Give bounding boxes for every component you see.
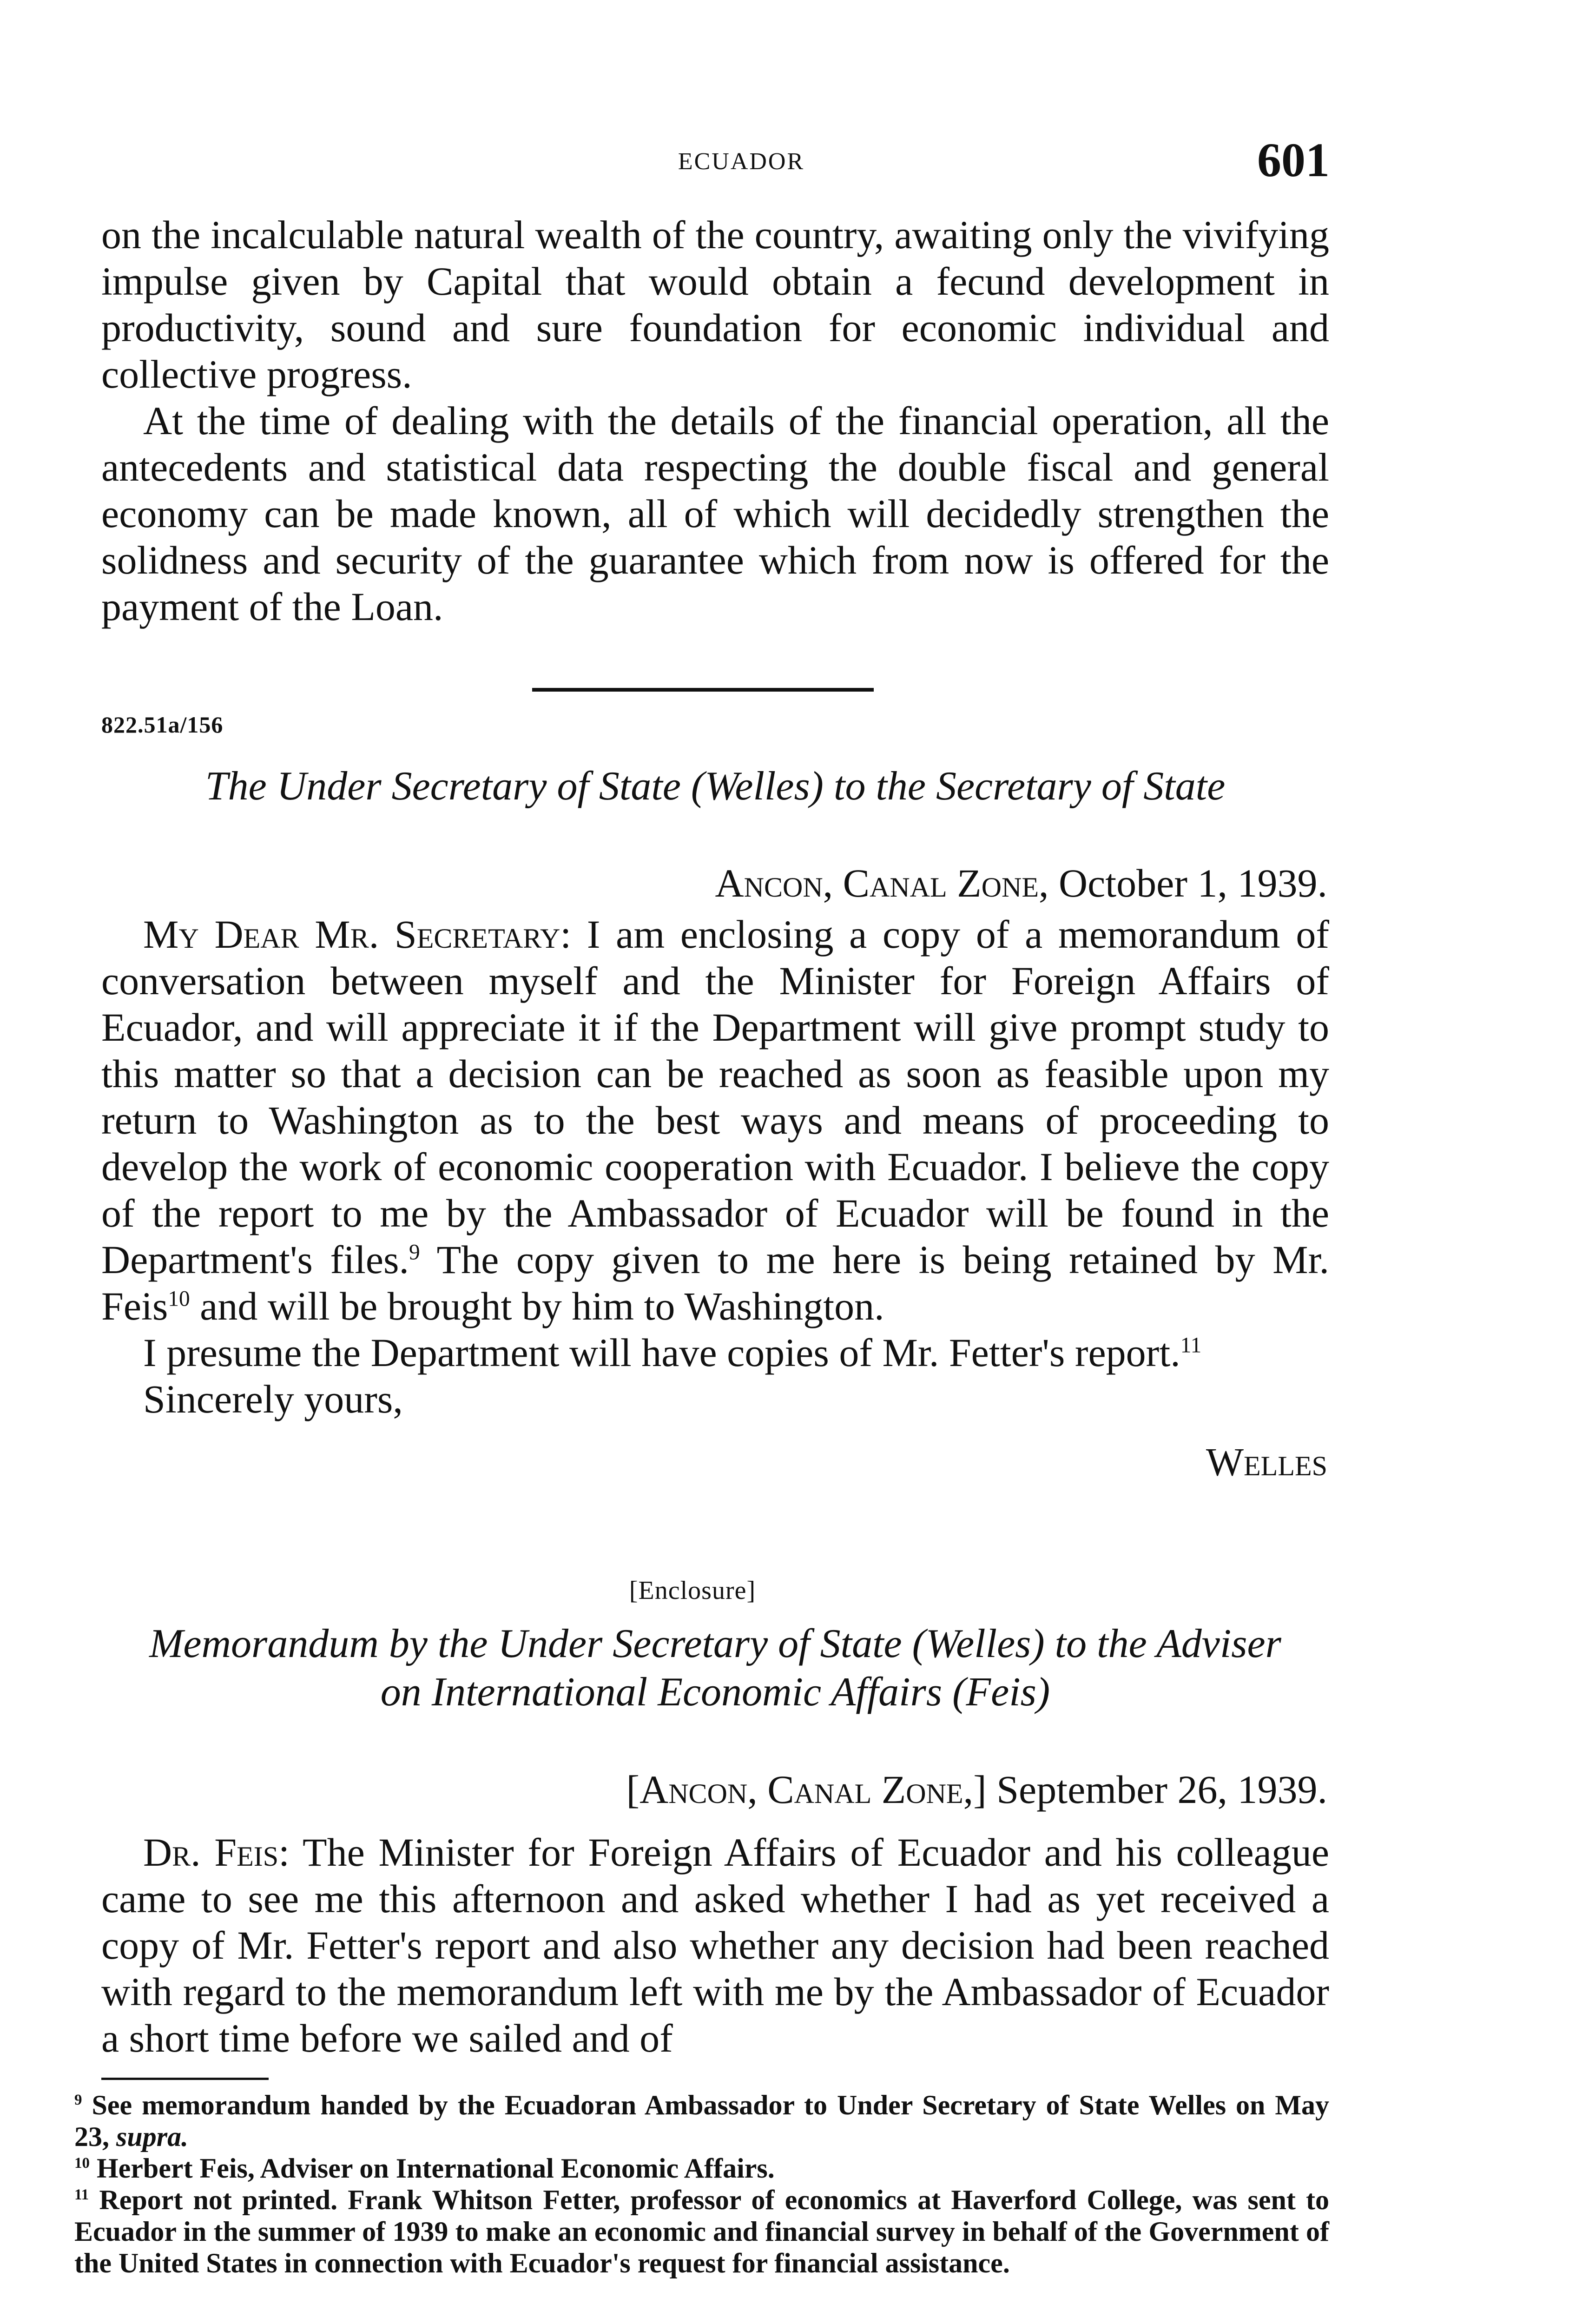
letter-paragraph-1 (101, 911, 1329, 1329)
letter-dateline-place: Ancon, Canal Zone, (715, 861, 1049, 905)
enclosure-text: The Minister for Foreign Affairs of Ecuador and his colleague came to see me this afternoon and asked whether I had as yet received a copy of Mr. Fetter's report and also whether any decision had been reached with regard to the memorandum left with me by the Ambassador of Ecuador a short time before we sailed and of (101, 1830, 1330, 2060)
enclosure-salutation: Dr. Feis: (143, 1830, 290, 1875)
footnote-10 (74, 2152, 1329, 2184)
footnote-ref-10: 10 (168, 1287, 190, 1311)
running-head: ECUADOR (678, 148, 805, 175)
letter-dateline (715, 860, 1327, 906)
letter-text-end: and will be brought by him to Washington. (190, 1284, 884, 1328)
footnote-10-marker: 10 (74, 2155, 90, 2172)
footnote-9-marker: 9 (74, 2092, 82, 2108)
letter-signature: Welles (1206, 1439, 1327, 1484)
letter-closing: Sincerely yours, (143, 1377, 403, 1421)
footnote-11-text: Report not printed. Frank Whitson Fetter, professor of economics at Haverford College, was sent to Ecuador in the summer of 1939 to make an economic and financial survey in behalf of the Government of the United States in connection with Ecuador's request for financial assistance. (74, 2185, 1329, 2278)
footnote-divider (101, 2078, 269, 2080)
footnote-9-text: See memorandum handed by the Ecuadoran Ambassador to Under Secretary of State Welles on May 23, (74, 2090, 1329, 2152)
letter-dateline-date: October 1, 1939. (1059, 861, 1327, 905)
enclosure-paragraph-1 (101, 1829, 1329, 2061)
letter-text-main: I am enclosing a copy of a memorandum of conversation between myself and the Minister for Foreign Affairs of Ecuador, and will appreciate it if the Department will give prompt study to this matter so that a decision can be reached as soon as feasible upon my return to Washington as to the best ways and means of proceeding to develop the work of economic cooperation with Ecuador. I believe the copy of the report to me by the Ambassador of Ecuador will be found in the Department's files. (101, 912, 1329, 1282)
letter-heading: The Under Secretary of State (Welles) to the Secretary of State (205, 764, 1226, 809)
footnote-ref-11: 11 (1180, 1333, 1202, 1358)
continuation-paragraph-2: At the time of dealing with the details of the financial operation, all the antecedents and statistical data respecting the double fiscal and general economy can be made known, all of which will decidedly strengthen the solidness and security of the guarantee which from now is offered for the payment of the Loan. (101, 398, 1329, 629)
letter-text-mid: The copy given to me here is being retained by Mr. Feis (101, 1237, 1329, 1328)
footnotes (74, 2089, 1329, 2279)
letter-paragraph-2 (101, 1329, 1329, 1376)
footnote-9 (74, 2089, 1329, 2152)
enclosure-body (101, 1829, 1329, 2061)
letter-salutation: My Dear Mr. Secretary: (143, 912, 572, 957)
enclosure-heading: Memorandum by the Under Secretary of State (Welles) to the Adviser on International Economic Affairs (Feis) (149, 1621, 1281, 1715)
enclosure-dateline-date: September 26, 1939. (996, 1767, 1327, 1812)
enclosure-dateline-place: [Ancon, Canal Zone,] (626, 1767, 987, 1812)
enclosure-dateline (626, 1766, 1327, 1813)
letter-p2-text: I presume the Department will have copies of Mr. Fetter's report. (143, 1330, 1180, 1375)
enclosure-label: [Enclosure] (629, 1576, 756, 1605)
continuation-text (101, 211, 1329, 630)
continuation-paragraph-1: on the incalculable natural wealth of the country, awaiting only the vivifying impulse given by Capital that would obtain a fecund development in productivity, sound and sure foundation for economic individual and collective progress. (101, 212, 1329, 396)
footnote-11-marker: 11 (74, 2186, 89, 2203)
letter-body (101, 911, 1329, 1422)
footnote-10-text: Herbert Feis, Adviser on International Economic Affairs. (90, 2153, 775, 2184)
footnote-11 (74, 2184, 1329, 2279)
footnote-ref-9: 9 (409, 1240, 420, 1265)
file-number: 822.51a/156 (101, 712, 224, 738)
section-divider (532, 688, 874, 692)
footnote-9-supra: supra. (116, 2121, 189, 2152)
page-number: 601 (1257, 133, 1330, 187)
